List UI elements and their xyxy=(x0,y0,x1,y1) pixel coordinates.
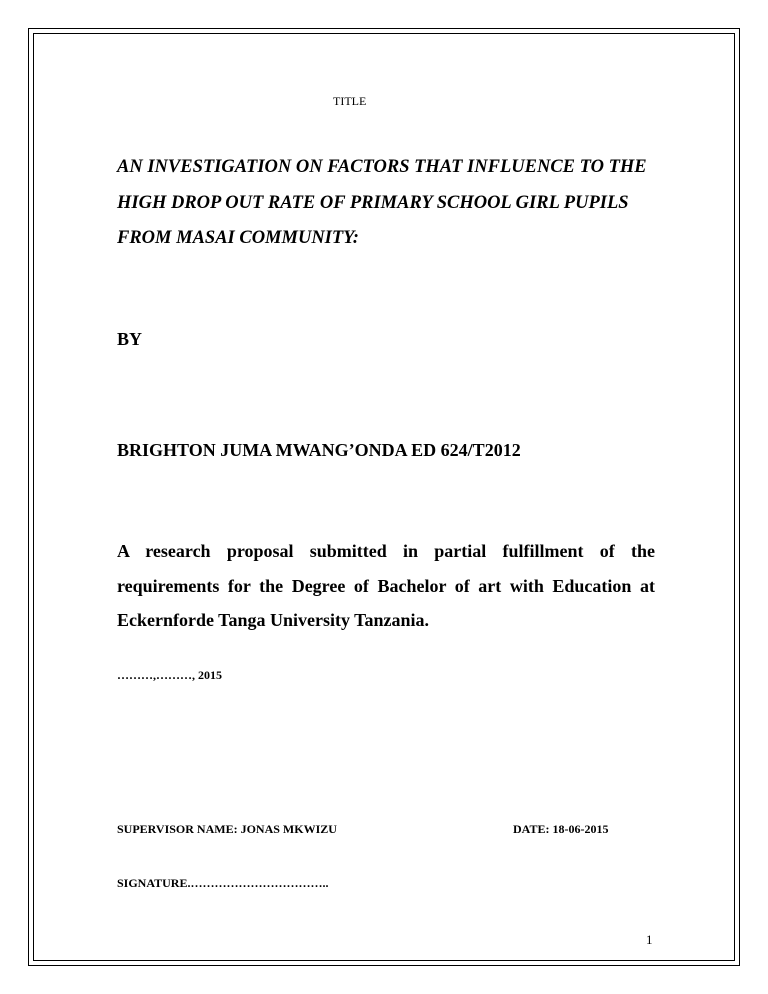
proposal-statement: A research proposal submitted in partial fulfillment of the requirements for the Degree of Bachelor of art with Education at Eckernforde Tanga University Tanzania. xyxy=(117,541,655,630)
approval-date: DATE: 18-06-2015 xyxy=(513,822,609,836)
author-name: BRIGHTON JUMA MWANG’ONDA ED 624/T2012 xyxy=(117,440,521,460)
supervisor-name: SUPERVISOR NAME: JONAS MKWIZU xyxy=(117,822,337,836)
by-label: BY xyxy=(117,329,143,349)
signature-line: SIGNATURE.…………………………….. xyxy=(117,876,329,890)
document-title: AN INVESTIGATION ON FACTORS THAT INFLUENCE TO THE HIGH DROP OUT RATE OF PRIMARY SCHOOL GIRL PUPILS FROM MASAI COMMUNITY: xyxy=(117,157,647,248)
title-label: TITLE xyxy=(333,94,367,108)
submission-date: ………,………, 2015 xyxy=(117,668,222,682)
page-number: 1 xyxy=(646,932,653,947)
